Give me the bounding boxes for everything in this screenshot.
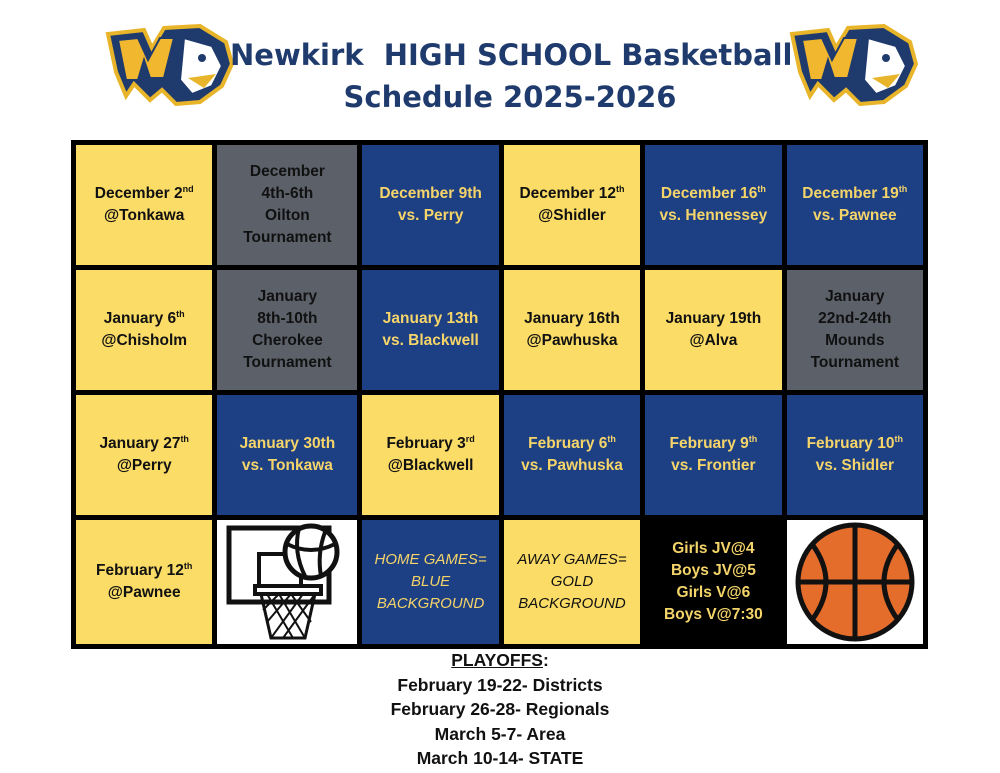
game-opponent: vs. Pawnee	[813, 207, 897, 224]
game-date: December 16th	[660, 184, 766, 202]
home-games-legend	[362, 520, 498, 644]
game-date: January 13th	[382, 310, 479, 327]
hoop-cell	[217, 520, 357, 644]
legend-line: BLUE	[411, 573, 451, 590]
basketball-cell	[787, 520, 923, 644]
game-opponent: @Alva	[689, 332, 738, 349]
tournament-month: January	[257, 288, 318, 305]
tournament-name: Oilton	[265, 207, 310, 224]
playoff-item: March 5-7- Area	[434, 723, 566, 744]
game-date: December 9th	[379, 185, 482, 202]
game-opponent: vs. Tonkawa	[241, 457, 333, 474]
tournament-cell-mounds	[787, 270, 923, 390]
game-time: Girls JV@4	[672, 540, 755, 557]
legend-line: AWAY GAMES=	[517, 551, 627, 568]
game-opponent: @Shidler	[538, 207, 606, 224]
tournament-label: Tournament	[243, 354, 332, 371]
playoffs-colon: :	[542, 650, 549, 670]
game-cell-jan-19	[645, 270, 781, 390]
game-opponent: vs. Pawhuska	[521, 457, 623, 474]
tournament-dates: 22nd-24th	[818, 310, 892, 327]
game-date: December 2nd	[94, 184, 194, 202]
game-date: January 19th	[665, 310, 762, 327]
game-date: January 16th	[524, 310, 620, 327]
game-opponent: @Perry	[116, 457, 172, 474]
tournament-name: Mounds	[825, 332, 885, 349]
game-opponent: @Tonkawa	[104, 207, 185, 224]
legend-line: GOLD	[550, 573, 594, 590]
legend-line: HOME GAMES=	[374, 551, 487, 568]
playoff-item: February 19-22- Districts	[397, 674, 603, 695]
tiger-logo-icon	[788, 24, 918, 106]
game-date: February 10th	[806, 434, 903, 452]
game-cell-dec-16	[645, 145, 781, 265]
game-opponent: vs. Frontier	[671, 457, 756, 474]
game-date: February 3rd	[386, 434, 475, 452]
game-cell-jan-30	[217, 395, 357, 515]
away-games-legend	[504, 520, 640, 644]
legend-line: BACKGROUND	[518, 595, 626, 612]
game-opponent: @Chisholm	[101, 332, 188, 349]
game-opponent: vs. Shidler	[815, 457, 894, 474]
game-cell-jan-27	[76, 395, 212, 515]
game-date: December 12th	[519, 184, 625, 202]
game-cell-feb-10	[787, 395, 923, 515]
game-date: January 27th	[99, 434, 189, 452]
title-line-1: Newkirk HIGH SCHOOL Basketball	[230, 38, 793, 72]
tiger-logo-icon	[104, 24, 234, 106]
game-cell-feb-3	[362, 395, 498, 515]
game-date: February 12th	[96, 561, 193, 579]
game-date: January 6th	[103, 309, 185, 327]
schedule-grid	[71, 140, 928, 649]
game-cell-feb-6	[504, 395, 640, 515]
game-opponent: @Pawhuska	[526, 332, 618, 349]
tournament-dates: 4th-6th	[261, 185, 314, 202]
tournament-month: December	[249, 163, 325, 180]
header	[0, 0, 1000, 130]
game-opponent: vs. Hennessey	[659, 207, 768, 224]
playoff-item: March 10-14- STATE	[416, 748, 584, 768]
game-cell-feb-9	[645, 395, 781, 515]
playoff-item: February 26-28- Regionals	[390, 699, 610, 719]
game-cell-dec-9	[362, 145, 498, 265]
title-line-2: Schedule 2025-2026	[343, 80, 677, 114]
game-opponent: vs. Blackwell	[382, 332, 479, 349]
game-opponent: @Pawnee	[107, 584, 181, 601]
game-time: Girls V@6	[676, 584, 751, 601]
game-cell-jan-6	[76, 270, 212, 390]
game-time: Boys V@7:30	[664, 606, 763, 623]
tournament-cell-cherokee	[217, 270, 357, 390]
game-cell-dec-12	[504, 145, 640, 265]
basketball-hoop-icon	[221, 522, 353, 642]
game-opponent: @Blackwell	[387, 457, 474, 474]
tournament-label: Tournament	[243, 229, 332, 246]
game-opponent: vs. Perry	[397, 207, 464, 224]
playoffs-heading-text: PLAYOFFS	[451, 650, 543, 670]
game-cell-jan-16	[504, 270, 640, 390]
playoffs-heading	[300, 648, 700, 673]
tournament-cell-oilton	[217, 145, 357, 265]
tournament-dates: 8th-10th	[257, 310, 318, 327]
game-date: February 9th	[669, 434, 758, 452]
tournament-label: Tournament	[810, 354, 899, 371]
game-cell-dec-2	[76, 145, 212, 265]
game-times-cell	[645, 520, 781, 644]
game-date: December 19th	[802, 184, 908, 202]
game-date: January 30th	[239, 435, 336, 452]
legend-line: BACKGROUND	[376, 595, 485, 612]
basketball-icon	[792, 522, 918, 642]
tournament-name: Cherokee	[252, 332, 323, 349]
game-date: February 6th	[528, 434, 616, 452]
game-cell-feb-12	[76, 520, 212, 644]
playoffs-section	[300, 648, 700, 771]
game-time: Boys JV@5	[670, 562, 756, 579]
game-cell-jan-13	[362, 270, 498, 390]
game-cell-dec-19	[787, 145, 923, 265]
tournament-month: January	[825, 288, 885, 305]
